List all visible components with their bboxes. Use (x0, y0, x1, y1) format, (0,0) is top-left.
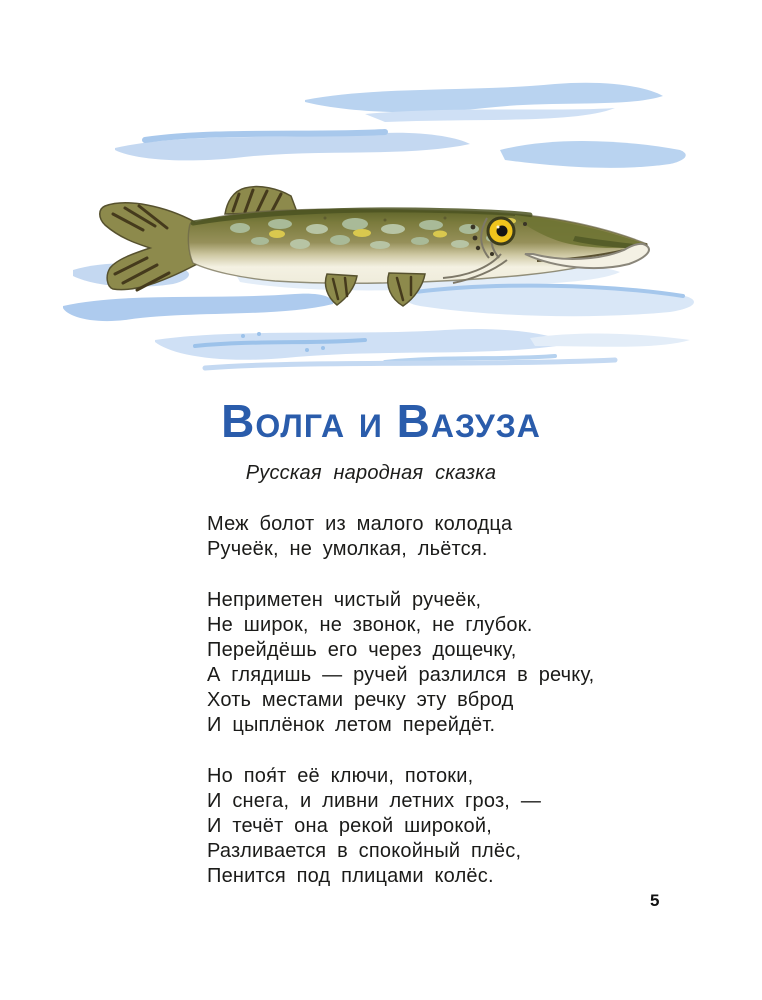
pike-illustration (55, 78, 705, 378)
stanza-3 (207, 764, 687, 889)
stanza-2 (207, 588, 687, 738)
poem-line: И снега, и ливни летних гроз, — (207, 790, 542, 812)
story-subtitle: Русская народная сказка (245, 462, 497, 484)
poem-line: Ручеёк, не умолкая, льётся. (207, 538, 488, 560)
poem-line: Меж болот из малого колодца (207, 513, 513, 535)
page-number: 5 (650, 891, 660, 910)
story-title: Волга и Вазуза (221, 395, 541, 447)
poem-line: Неприметен чистый ручеёк, (207, 589, 482, 611)
poem-line: И течёт она рекой широкой, (207, 815, 492, 837)
poem-line: Разливается в спокойный плёс, (207, 840, 522, 862)
poem-line: Перейдёшь его через дощечку, (207, 639, 517, 661)
poem-line: Пенится под плицами колёс. (207, 865, 494, 887)
fish-eye (488, 218, 514, 244)
stanza-1 (207, 512, 687, 562)
poem (207, 512, 687, 915)
poem-line: И цыплёнок летом перейдёт. (207, 714, 496, 736)
poem-line: Но поя́т её ключи, потоки, (207, 765, 474, 787)
pike-illustration-svg (55, 78, 705, 378)
poem-line: Хоть местами речку эту вброд (207, 689, 514, 711)
poem-line: А глядишь — ручей разлился в речку, (207, 664, 595, 686)
poem-line: Не широк, не звонок, не глубок. (207, 614, 533, 636)
